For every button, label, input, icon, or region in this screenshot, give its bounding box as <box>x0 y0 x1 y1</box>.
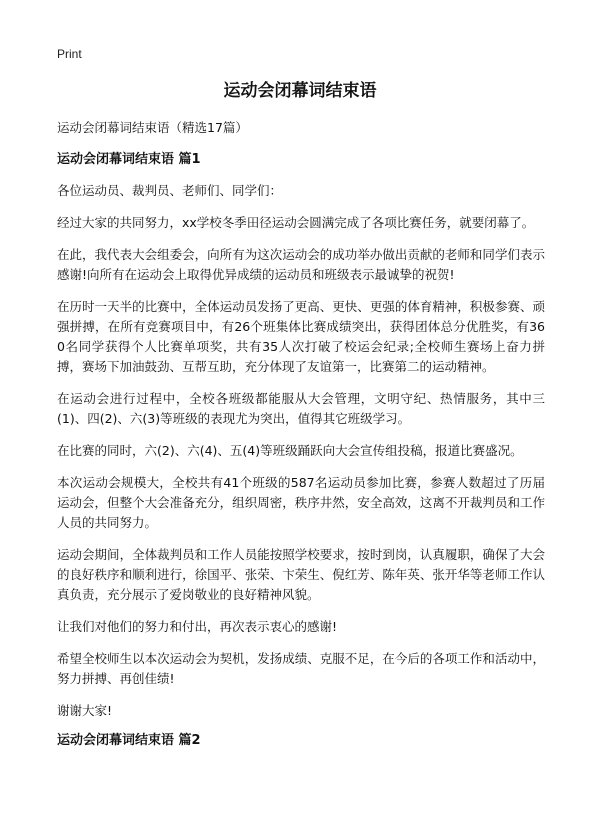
section-heading-1: 运动会闭幕词结束语 篇1 <box>57 152 201 167</box>
paragraph-closing: 谢谢大家! <box>57 703 113 718</box>
section-heading-2: 运动会闭幕词结束语 篇2 <box>57 733 201 748</box>
paragraph: 在比赛的同时，六(2)、六(4)、五(4)等班级踊跃向大会宣传组投稿，报道比赛盛况。 <box>57 443 523 458</box>
paragraph: 希望全校师生以本次运动会为契机，发扬成绩、克服不足，在今后的各项工作和活动中，努力拼搏、再创佳绩! <box>57 651 545 686</box>
paragraph-greeting: 各位运动员、裁判员、老师们、同学们： <box>57 183 283 198</box>
print-link[interactable]: Print <box>57 47 82 61</box>
paragraph: 让我们对他们的努力和付出，再次表示衷心的感谢! <box>57 619 338 634</box>
page-title: 运动会闭幕词结束语 <box>223 81 377 101</box>
paragraph: 在运动会进行过程中，全校各班级都能服从大会管理，文明守纪、热情服务，其中三(1)、四(2)、六(3)等班级的表现尤为突出，值得其它班级学习。 <box>57 391 545 426</box>
paragraph: 本次运动会规模大，全校共有41个班级的587名运动员参加比赛，参赛人数超过了历届运动会，但整个大会准备充分，组织周密，秩序井然，安全高效，这离不开裁判员和工作人员的共同努力。 <box>57 475 545 530</box>
article-subtitle: 运动会闭幕词结束语（精选17篇） <box>57 120 248 135</box>
article-body <box>57 119 545 762</box>
paragraph: 在此，我代表大会组委会，向所有为这次运动会的成功举办做出贡献的老师和同学们表示感谢!向所有在运动会上取得优异成绩的运动员和班级表示最诚挚的祝贺! <box>57 247 545 282</box>
paragraph: 经过大家的共同努力，xx学校冬季田径运动会圆满完成了各项比赛任务，就要闭幕了。 <box>57 215 535 230</box>
paragraph: 运动会期间，全体裁判员和工作人员能按照学校要求，按时到岗，认真履职，确保了大会的良好秩序和顺利进行，徐国平、张荣、卞荣生、倪红芳、陈年英、张开华等老师工作认真负责，充分展示了爱岗敬业的良好精神风貌。 <box>57 547 545 602</box>
paragraph: 在历时一天半的比赛中，全体运动员发扬了更高、更快、更强的体育精神，积极参赛、顽强拼搏，在所有竞赛项目中，有26个班集体比赛成绩突出，获得团体总分优胜奖，有360名同学获得个人比赛单项奖，共有35人次打破了校运会纪录;全校师生赛场上奋力拼搏，赛场下加油鼓劲、互帮互助，充分体现了友谊第一，比赛第二的运动精神。 <box>57 299 545 374</box>
